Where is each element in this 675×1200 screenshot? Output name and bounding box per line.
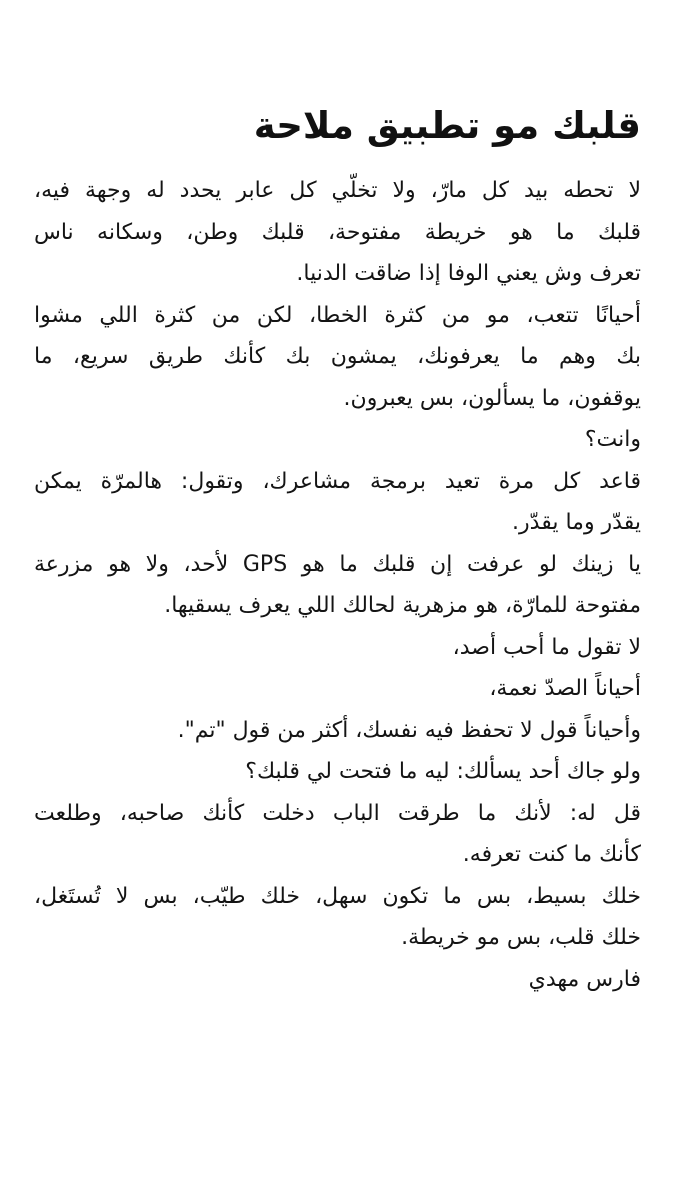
poem-line: يوقفون، ما يسألون، بس يعبرون. (343, 385, 641, 411)
poem-line: يا زينك لو عرفت إن قلبك ما هو GPS لأحد، ولا هو مزرعة (34, 551, 641, 577)
poem-line: مفتوحة للمارّة، هو مزهرية لحالك اللي يعرف يسقيها. (164, 593, 641, 618)
poem-line: لا تحطه بيد كل مارّ، ولا تخلّي كل عابر يحدد له وجهة فيه، (34, 178, 641, 203)
poem-line: كأنك ما كنت تعرفه. (462, 842, 641, 867)
poem-line: قل له: لأنك ما طرقت الباب دخلت كأنك صاحبه، وطلعت (34, 800, 641, 826)
poem-line: لا تقول ما أحب أصد، (452, 634, 641, 660)
author-signature: فارس مهدي (528, 966, 641, 992)
poem-line: قاعد كل مرة تعيد برمجة مشاعرك، وتقول: هالمرّة يمكن (34, 468, 641, 494)
poem-line: تعرف وش يعني الوفا إذا ضاقت الدنيا. (296, 261, 641, 286)
poem-line: وانت؟ (584, 427, 641, 452)
poem-line: خلك بسيط، بس ما تكون سهل، خلك طيّب، بس لا تُستَغل، (34, 883, 641, 909)
poem-line: ولو جاك أحد يسألك: ليه ما فتحت لي قلبك؟ (245, 759, 641, 784)
poem-line: بك وهم ما يعرفونك، يمشون بك كأنك طريق سريع، ما (34, 344, 641, 369)
poem-body (34, 170, 641, 1000)
poem-line: خلك قلب، بس مو خريطة. (401, 925, 641, 950)
poem-line: أحياناً الصدّ نعمة، (489, 676, 641, 701)
page-title: قلبك مو تطبيق ملاحة (253, 104, 641, 147)
poem-line: قلبك ما هو خريطة مفتوحة، قلبك وطن، وسكانه ناس (34, 219, 641, 245)
poem-line: وأحياناً قول لا تحفظ فيه نفسك، أكثر من قول "تم". (177, 717, 641, 743)
poem-line: أحيانًا تتعب، مو من كثرة الخطا، لكن من كثرة اللي مشوا (34, 302, 641, 328)
poem-line: يقدّر وما يقدّر. (512, 510, 641, 535)
